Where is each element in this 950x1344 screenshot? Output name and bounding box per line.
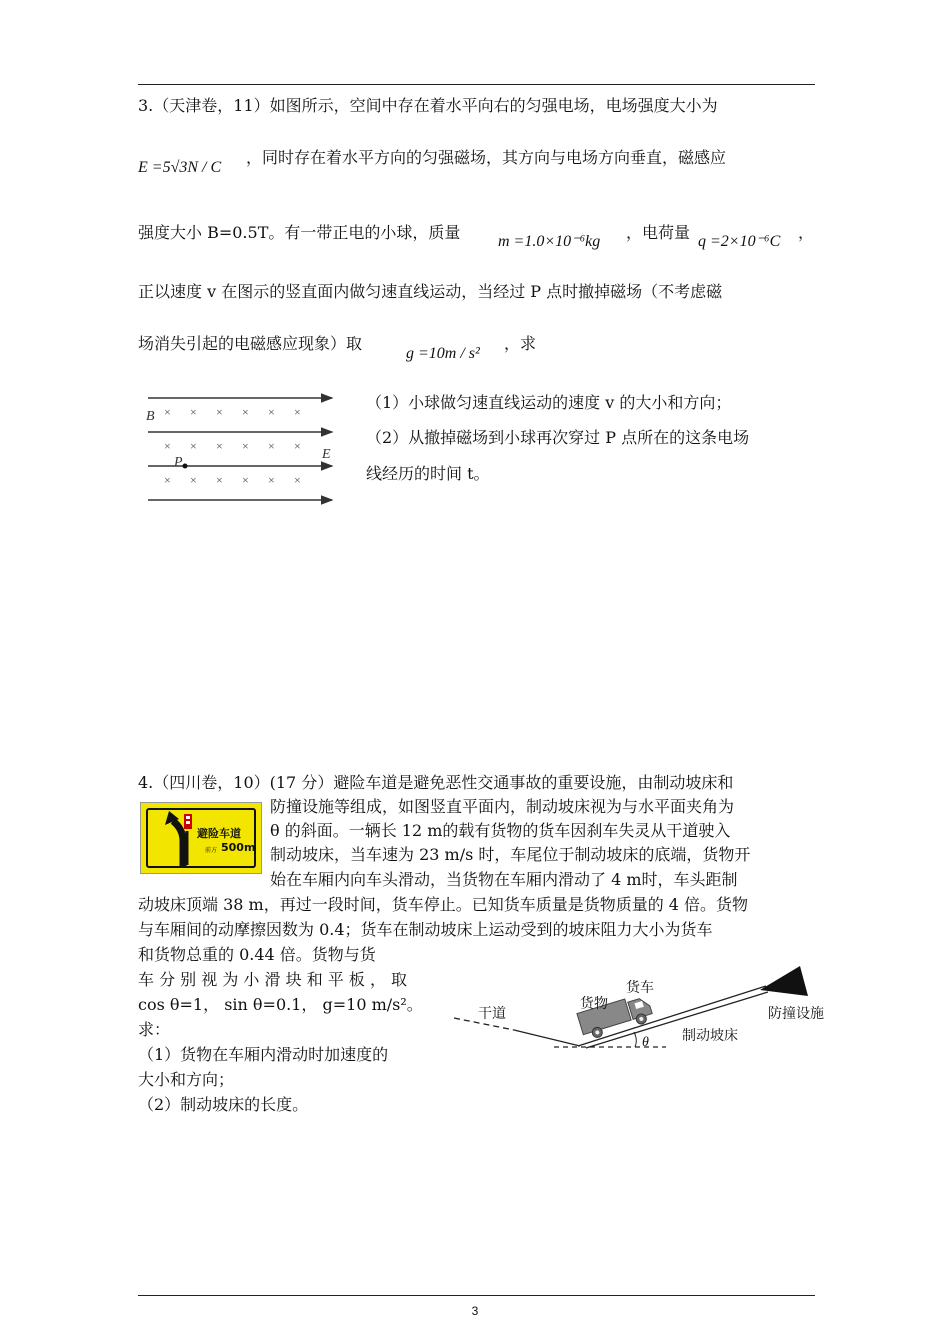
label-theta: θ (642, 1035, 649, 1050)
q3-sub2b: 线经历的时间 t。 (366, 464, 490, 483)
field-cross: × (294, 439, 301, 453)
theta-arc (634, 1032, 636, 1047)
label-barrier: 防撞设施 (768, 1007, 824, 1022)
footer-rule (138, 1295, 815, 1296)
field-cross: × (268, 439, 275, 453)
q4-line11: 求： (138, 1020, 171, 1039)
field-cross: × (190, 439, 197, 453)
page-number: 3 (471, 1304, 479, 1318)
sign-distance: 500m (221, 841, 256, 854)
field-cross: × (294, 473, 301, 487)
field-cross: × (242, 405, 249, 419)
q3-field-figure (144, 384, 344, 508)
sign-sub: 前方 (205, 847, 218, 854)
fork-arrow-icon (163, 811, 199, 867)
q4-line9: 车 分 别 视 为 小 滑 块 和 平 板 ， 取 (138, 970, 408, 989)
field-cross: × (294, 405, 301, 419)
q4-sub1a: （1）货物在车厢内滑动时加速度的 (138, 1045, 389, 1064)
q3-line2: ，同时存在着水平方向的匀强磁场，其方向与电场方向垂直，磁感应 (246, 148, 727, 167)
label-brake-bed: 制动坡床 (682, 1029, 738, 1044)
field-cross: × (190, 405, 197, 419)
q4-line6: 动坡床顶端 38 m，再过一段时间，货车停止。已知货车质量是货物质量的 4 倍。货物 (138, 895, 749, 914)
q3-line5a: 场消失引起的电磁感应现象）取 (138, 334, 363, 353)
q4-line3: θ 的斜面。一辆长 12 m的载有货物的货车因刹车失灵从干道驶入 (270, 821, 731, 840)
q4-line8: 和货物总重的 0.44 倍。货物与货 (138, 945, 376, 964)
q3-sub2a: （2）从撤掉磁场到小球再次穿过 P 点所在的这条电场 (366, 428, 750, 447)
field-cross: × (268, 473, 275, 487)
q3-formula-m: m =1.0×10⁻⁶kg (498, 233, 601, 250)
escape-lane-sign (140, 802, 262, 874)
field-cross: × (216, 439, 223, 453)
sign-title: 避险车道 (197, 827, 241, 840)
q3-formula-q: q =2×10⁻⁶C (698, 233, 781, 250)
field-cross: × (242, 439, 249, 453)
main-road (514, 1030, 580, 1046)
label-truck: 货车 (626, 981, 654, 996)
q3-line3a: 强度大小 B=0.5T。有一带正电的小球，质量 (138, 223, 461, 242)
q4-slope-figure (450, 960, 834, 1060)
label-e: E (322, 447, 331, 462)
label-b: B (146, 409, 155, 424)
barrier-shape (760, 966, 808, 996)
q3-line1: 3.（天津卷，11）如图所示，空间中存在着水平向右的匀强电场，电场强度大小为 (138, 96, 718, 115)
q4-sub1b: 大小和方向； (138, 1070, 235, 1089)
header-rule (138, 84, 815, 85)
field-cross: × (164, 405, 171, 419)
label-main-road: 干道 (478, 1007, 506, 1022)
field-cross: × (164, 473, 171, 487)
q4-line2: 防撞设施等组成，如图竖直平面内，制动坡床视为与水平面夹角为 (270, 797, 735, 816)
q4-line7: 与车厢间的动摩擦因数为 0.4；货车在制动坡床上运动受到的坡床阻力大小为货车 (138, 920, 713, 939)
q4-line5: 始在车厢内向车头滑动，当货物在车厢内滑动了 4 m时，车头距制 (270, 870, 738, 889)
q4-line4: 制动坡床，当车速为 23 m/s 时，车尾位于制动坡床的底端，货物开 (270, 845, 751, 864)
point-p (183, 464, 188, 469)
q4-line10: cos θ=1， sin θ=0.1， g=10 m/s²。 (138, 995, 423, 1014)
q3-sub1: （1）小球做匀速直线运动的速度 v 的大小和方向； (366, 393, 732, 412)
label-p: P (174, 455, 183, 470)
q3-line5b: ，求 (504, 334, 537, 353)
field-cross: × (216, 405, 223, 419)
q3-line3b: ，电荷量 (626, 223, 691, 242)
q4-sub2: （2）制动坡床的长度。 (138, 1095, 309, 1114)
field-cross: × (164, 439, 171, 453)
q3-line4: 正以速度 v 在图示的竖直面内做匀速直线运动，当经过 P 点时撤掉磁场（不考虑磁 (138, 282, 723, 301)
q3-formula-g: g =10m / s² (406, 345, 480, 362)
field-cross: × (268, 405, 275, 419)
field-cross: × (190, 473, 197, 487)
field-cross: × (242, 473, 249, 487)
field-cross: × (216, 473, 223, 487)
label-cargo: 货物 (580, 997, 608, 1012)
q4-line1: 4.（四川卷，10）(17 分）避险车道是避免恶性交通事故的重要设施，由制动坡床和 (138, 773, 734, 792)
q3-formula-e: E =5√3N / C (138, 159, 222, 176)
q3-line3c: ， (798, 223, 815, 242)
